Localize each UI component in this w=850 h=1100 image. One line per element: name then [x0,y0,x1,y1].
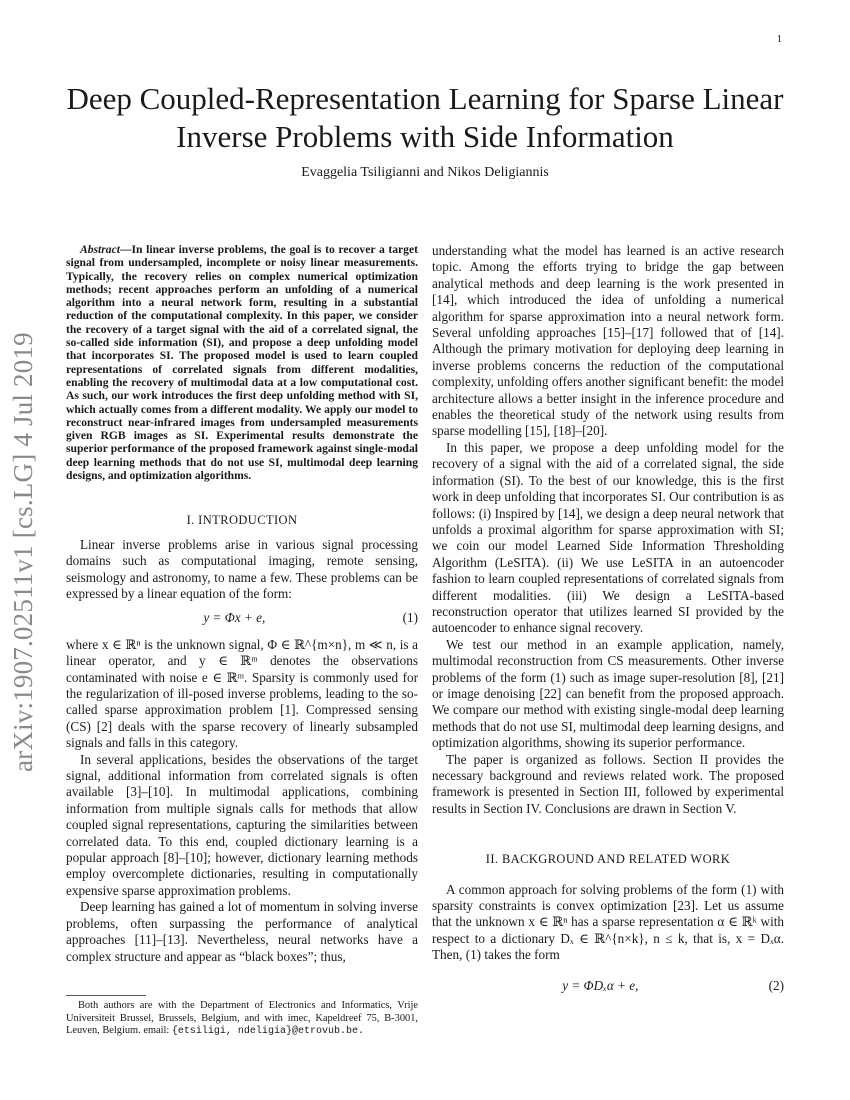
paper-authors: Evaggelia Tsiligianni and Nikos Deligiannis [301,165,549,180]
page-number: 1 [776,33,782,45]
footnote-rule [66,995,146,996]
background-paragraph-1: A common approach for solving problems of the form (1) with sparsity constraints is convex optimization [23]. Let us assume that the unknown x ∈ ℝⁿ has a sparse representation α ∈ ℝᵏ with respect to a dictionary Dₓ ∈ ℝ^{n×k}, n ≤ k, that is, x = Dₓα. Then, (1) takes the form [432,881,784,963]
intro-paragraph-3: In several applications, besides the observations of the target signal, additional information from correlated signals is often available [3]–[10]. In multimodal applications, combining information from multiple signals calls for methods that allow coupled signal representations, capturing the similarities between correlated data. To this end, coupled dictionary learning is a popular approach [8]–[10]; however, dictionary learning methods employ overcomplete dictionaries, resulting in computationally expensive sparse approximation problems. [66,751,418,898]
intro-paragraph-6: In this paper, we propose a deep unfolding model for the recovery of a signal with the aid of a correlated signal, the side information (SI). To the best of our knowledge, this is the first work in deep unfolding that incorporates SI. Our contribution is as follows: (i) Inspired by [14], we design a deep neural network that unfolds a proximal algorithm for sparse approximation with SI; we coin our model Learned Side Information Thresholding Algorithm (LeSITA). (ii) We use LeSITA in an autoencoder fashion to learn coupled representations of correlated signals from different modalities. (iii) We design a LeSITA-based reconstruction operator that utilizes learned SI provided by the autoencoder to enhance signal recovery. [432,439,784,636]
paper-title: Deep Coupled-Representation Learning for Sparse Linear Inverse Problems with Side Information [66,81,784,154]
right-column [432,243,784,994]
intro-paragraph-4: Deep learning has gained a lot of momentum in solving inverse problems, often surpassing the performance of analytical approaches [11]–[13]. Nevertheless, neural networks have a complex structure and appear as “black boxes”; thus, [66,899,418,964]
footnote [66,1000,418,1039]
equation-1-body: y = Φx + e, [203,610,266,626]
section-heading-introduction: I. INTRODUCTION [186,513,298,528]
equation-1-number: (1) [402,610,418,626]
arxiv-stamp: arXiv:1907.02511v1 [cs.LG] 4 Jul 2019 [8,332,38,772]
equation-2-number: (2) [768,977,784,993]
abstract: Abstract—In linear inverse problems, the goal is to recover a target signal from undersampled, incomplete or noisy linear measurements. Typically, the recovery relies on complex numerical optimization methods; recent approaches perform an unfolding of a numerical algorithm into a neural network form, resulting in a substantial reduction of the computational complexity. In this paper, we consider the recovery of a target signal with the aid of a correlated signal, the so-called side information (SI), and propose a deep unfolding model that incorporates SI. The proposed model is used to learn coupled representations of correlated signals from different modalities, enabling the recovery of multimodal data at a low computational cost. As such, our work introduces the first deep unfolding method with SI, which actually comes from a different modality. We apply our model to reconstruct near-infrared images from undersampled measurements given RGB images as SI. Experimental results demonstrate the superior performance of the proposed framework against single-modal deep learning methods that do not use SI, multimodal deep learning designs, and optimization algorithms. [66,243,418,483]
equation-2 [432,978,784,994]
intro-paragraph-1: Linear inverse problems arise in various signal processing domains such as computational imaging, remote sensing, seismology and astronomy, to name a few. These problems can be expressed by a linear equation of the form: [66,536,418,601]
intro-paragraph-8: The paper is organized as follows. Section II provides the necessary background and reviews related work. The proposed framework is presented in Section III, followed by experimental results in Section IV. Conclusions are drawn in Section V. [432,751,784,816]
abstract-text: In linear inverse problems, the goal is to recover a target signal from undersampled, incomplete or noisy linear measurements. Typically, the recovery relies on complex numerical optimization methods; recent approaches perform an unfolding of a numerical algorithm into a neural network form, resulting in a substantial reduction of the computational complexity. In this paper, we consider the recovery of a target signal with the aid of a correlated signal, the so-called side information (SI), and propose a deep unfolding model that incorporates SI. The proposed model is used to learn coupled representations of correlated signals from different modalities, enabling the recovery of multimodal data at a low computational cost. As such, our work introduces the first deep unfolding method with SI, which actually comes from a different modality. We apply our model to reconstruct near-infrared images from undersampled measurements given RGB images as SI. Experimental results demonstrate the superior performance of the proposed framework against single-modal deep learning methods that do not use SI, multimodal deep learning designs, and optimization algorithms. [66,243,418,483]
intro-paragraph-5: understanding what the model has learned is an active research topic. Among the efforts trying to bridge the gap between analytical methods and deep learning is the work presented in [14], which introduced the idea of unfolding a numerical algorithm for sparse approximation into a neural network form. Several unfolding approaches [15]–[17] followed that of [14]. Although the primary motivation for deploying deep learning in inverse problems concerns the reduction of the computational complexity, unfolding offers another significant benefit: the model architecture allows a better insight in the inference procedure and enables the theoretical study of the network using results from sparse modelling [15], [18]–[20]. [432,243,784,439]
intro-paragraph-7: We test our method in an example application, namely, multimodal reconstruction from CS measurements. Other inverse problems of the form (1) such as image super-resolution [8], [21] or image denoising [22] can benefit from the proposed approach. We compare our method with existing single-modal deep learning methods that do not use SI, multimodal deep learning designs, and optimization algorithms, showing its superior performance. [432,636,784,751]
footnote-text: Both authors are with the Department of Electronics and Informatics, Vrije Universiteit Brussel, Brussels, Belgium, and with imec, Kapeldreef 75, B-3001, Leuven, Belgium. email: [66,1000,418,1037]
equation-2-body: y = ΦDₓα + e, [562,977,639,993]
abstract-label: Abstract [80,243,120,256]
left-column [66,243,418,965]
intro-paragraph-2: where x ∈ ℝⁿ is the unknown signal, Φ ∈ ℝ^{m×n}, m ≪ n, is a linear operator, and y ∈ ℝᵐ denotes the observations contaminated with noise e ∈ ℝᵐ. Sparsity is commonly used for the regularization of ill-posed inverse problems, leading to the so-called sparse approximation problem [1]. Compressed sensing (CS) [2] deals with the sparse recovery of linearly subsampled signals and falls in this category. [66,636,418,751]
section-heading-background: II. BACKGROUND AND RELATED WORK [485,852,731,867]
footnote-emails: {etsiligi, ndeligia}@etrovub.be. [171,1026,364,1038]
equation-1 [66,610,418,626]
